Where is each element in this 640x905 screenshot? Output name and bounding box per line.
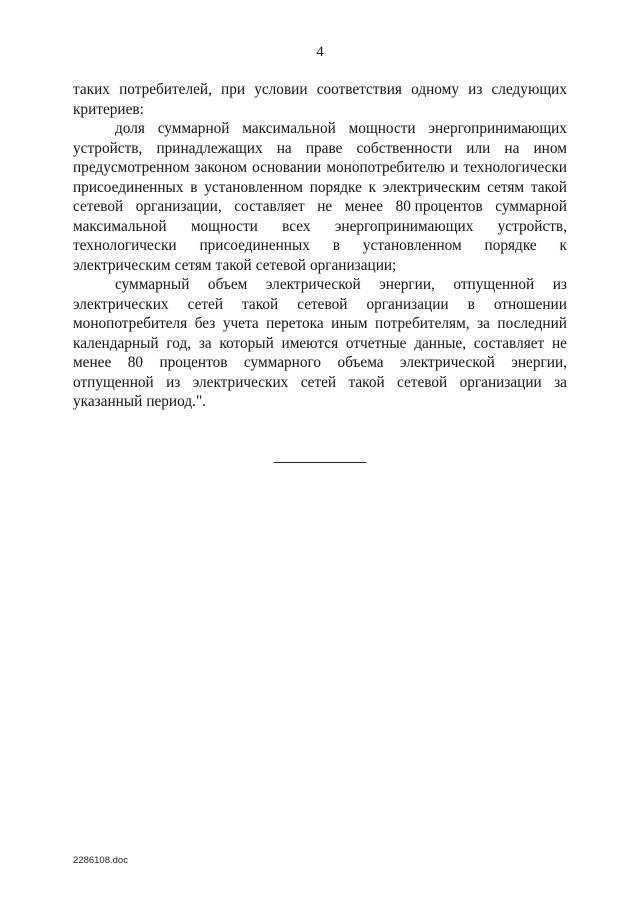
word: организации <box>366 295 449 313</box>
word: электрическим <box>382 178 481 196</box>
word: из <box>468 81 483 98</box>
word: суммарной <box>157 120 230 137</box>
word: организации, <box>135 198 222 215</box>
word: потребителям, <box>375 315 470 332</box>
word: за <box>477 315 490 332</box>
word: таких <box>73 81 110 98</box>
word: при <box>221 81 246 98</box>
word: иным <box>331 315 368 332</box>
word: без <box>194 315 216 332</box>
word: следующих <box>491 81 567 98</box>
word: технологически <box>73 237 177 254</box>
word: мощности <box>190 217 258 235</box>
word: сетевой <box>73 198 124 215</box>
word: объема <box>337 354 384 371</box>
text-line <box>73 373 567 393</box>
end-divider <box>274 462 366 463</box>
word: устройств, <box>73 139 143 157</box>
word: энергии, <box>511 354 567 371</box>
word: сетей <box>300 373 337 391</box>
word: в <box>467 295 475 313</box>
word: из <box>552 276 567 293</box>
word: принадлежащих <box>156 139 263 157</box>
word: на <box>504 139 520 157</box>
word: электрической <box>400 354 495 371</box>
word: учета <box>222 315 259 332</box>
word: такой <box>215 256 252 274</box>
word: законом <box>194 159 247 176</box>
word: электрических <box>73 295 169 313</box>
text-line <box>73 139 567 159</box>
word: указанный <box>73 393 143 410</box>
word: электрической <box>265 276 361 293</box>
word: установленном <box>362 237 462 254</box>
word: 80 процентов <box>395 198 483 215</box>
word: предусмотренном <box>73 159 190 176</box>
word: отчетные <box>345 334 407 352</box>
word: максимальной <box>242 120 336 137</box>
word: год, <box>166 334 192 352</box>
word: сетям <box>487 178 525 196</box>
word: календарный <box>73 334 159 352</box>
text-line <box>73 334 567 354</box>
word: или <box>466 139 491 157</box>
text-line <box>73 197 567 217</box>
word: энергии, <box>379 276 435 293</box>
word: ином <box>533 139 567 157</box>
word: монопотребителя <box>73 315 188 332</box>
text-line <box>73 256 567 276</box>
word: сетям <box>174 256 212 274</box>
word: установленном <box>204 178 303 196</box>
word: такой <box>348 373 385 391</box>
text-line <box>73 119 567 139</box>
word: электрических <box>192 373 289 391</box>
text-line <box>73 158 567 178</box>
word: всех <box>282 217 311 235</box>
word: перетока <box>266 315 324 332</box>
word: не <box>317 198 333 215</box>
text-line <box>73 392 567 412</box>
text-line <box>73 275 567 295</box>
word: и <box>450 159 459 176</box>
word: условии <box>254 81 308 98</box>
word: организации; <box>309 256 397 274</box>
word: из <box>166 373 181 391</box>
word: составляет <box>473 334 545 352</box>
word: порядке <box>484 237 537 254</box>
document-id: 2286108.doc <box>73 855 128 866</box>
word: энергопринимающих <box>334 217 474 235</box>
word: объем <box>207 276 248 293</box>
text-line <box>73 295 567 315</box>
word: основании <box>252 159 322 176</box>
text-line <box>73 80 567 100</box>
word: менее <box>344 198 384 215</box>
word: электрическим <box>73 256 171 274</box>
word: последний <box>497 315 567 332</box>
word: собственности <box>356 139 453 157</box>
word: сетевой <box>397 373 448 391</box>
word: в <box>190 178 198 196</box>
word: к <box>368 178 377 196</box>
text-line <box>73 236 567 256</box>
word: к <box>559 237 567 254</box>
word: суммарной <box>495 198 567 215</box>
word: доля <box>115 120 145 137</box>
word: отпущенной <box>73 373 154 391</box>
word: такой <box>530 178 567 196</box>
word: который <box>219 334 274 352</box>
word: энергопринимающих <box>428 120 567 137</box>
word: 80 <box>127 354 143 371</box>
body-text <box>73 80 567 412</box>
text-line <box>73 353 567 373</box>
text-line <box>73 314 567 334</box>
word: мощности <box>348 120 416 137</box>
word: организации <box>459 373 542 391</box>
word: имеются <box>281 334 339 352</box>
word: данные, <box>414 334 467 352</box>
word: максимальной <box>73 217 167 235</box>
word: порядке <box>309 178 362 196</box>
word: соответствия <box>316 81 402 98</box>
word: такой <box>242 295 279 313</box>
word: критериев: <box>73 100 144 118</box>
word: сетевой <box>255 256 306 274</box>
word: присоединенных <box>199 237 310 254</box>
word: одному <box>411 81 459 98</box>
word: присоединенных <box>73 178 184 196</box>
word: составляет <box>234 198 305 215</box>
text-line <box>73 217 567 237</box>
word: монопотребителю <box>326 159 445 176</box>
word: на <box>276 139 292 157</box>
word: сетевой <box>297 295 348 313</box>
word: отношении <box>493 295 567 313</box>
text-line <box>73 100 567 120</box>
word: за <box>198 334 212 352</box>
word: технологически <box>463 159 567 176</box>
word: в <box>332 237 341 254</box>
word: период.". <box>146 393 207 410</box>
word: потребителей, <box>119 81 212 98</box>
text-line <box>73 178 567 198</box>
word: за <box>554 373 567 391</box>
page-number: 4 <box>316 44 324 60</box>
word: сетей <box>187 295 224 313</box>
word: отпущенной <box>453 276 535 293</box>
word: суммарный <box>115 276 190 293</box>
word: менее <box>73 354 112 371</box>
word: не <box>551 334 567 352</box>
word: процентов <box>159 354 228 371</box>
word: устройств, <box>497 217 567 235</box>
word: праве <box>305 139 343 157</box>
word: суммарного <box>243 354 322 371</box>
